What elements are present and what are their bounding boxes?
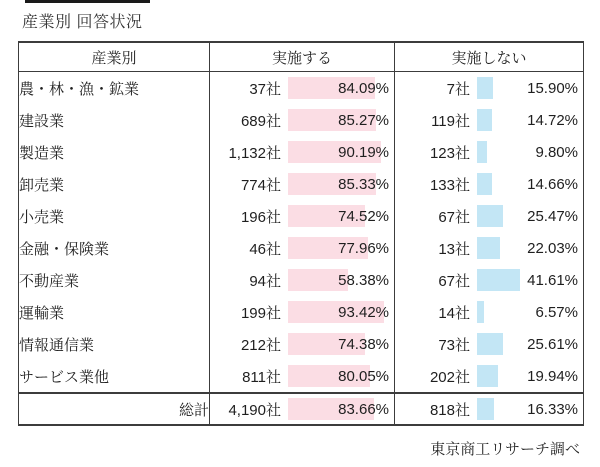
- total-implement-cell: [210, 393, 395, 425]
- implement-pct-wrap: [288, 264, 391, 296]
- not-implement-count: 73社: [438, 336, 470, 354]
- implement-pct: 93.42%: [338, 303, 389, 321]
- implement-count: 46社: [249, 240, 281, 258]
- total-implement-count: 4,190社: [228, 401, 281, 419]
- implement-count: 1,132社: [228, 144, 281, 162]
- implement-count: 196社: [240, 208, 281, 226]
- implement-count: 774社: [240, 176, 281, 194]
- not-implement-count: 67社: [438, 272, 470, 290]
- industry-name: 情報通信業: [19, 328, 210, 360]
- industry-name: 製造業: [19, 136, 210, 168]
- header-not-implement: 実施しない: [395, 42, 584, 72]
- implement-cell: [210, 72, 395, 105]
- not-implement-cell: [395, 328, 584, 360]
- table-header: [19, 42, 584, 72]
- not-implement-cell: [395, 264, 584, 296]
- implement-cell: [210, 104, 395, 136]
- not-implement-pct: 6.57%: [535, 303, 578, 321]
- industry-name: 小売業: [19, 200, 210, 232]
- not-implement-pct: 19.94%: [527, 367, 578, 385]
- not-implement-pct-wrap: [477, 232, 580, 264]
- not-implement-pct-wrap: [477, 104, 580, 136]
- header-row: [19, 42, 584, 72]
- not-implement-count: 123社: [429, 144, 470, 162]
- not-implement-pct-wrap: [477, 360, 580, 392]
- total-row: [19, 393, 584, 425]
- not-implement-pct-wrap: [477, 72, 580, 104]
- not-implement-pct: 14.72%: [527, 111, 578, 129]
- table-row: [19, 136, 584, 168]
- not-implement-pct: 14.66%: [527, 175, 578, 193]
- implement-count: 212社: [240, 336, 281, 354]
- industry-name: 運輸業: [19, 296, 210, 328]
- not-implement-cell: [395, 168, 584, 200]
- not-implement-count: 202社: [429, 368, 470, 386]
- table-body: [19, 72, 584, 394]
- total-label: 総計: [19, 393, 210, 425]
- not-implement-pct: 41.61%: [527, 271, 578, 289]
- total-implement-pct-wrap: [288, 394, 391, 424]
- not-implement-pct: 9.80%: [535, 143, 578, 161]
- implement-pct-wrap: [288, 296, 391, 328]
- implement-cell: [210, 360, 395, 393]
- not-implement-pct-wrap: [477, 296, 580, 328]
- not-implement-count: 13社: [438, 240, 470, 258]
- industry-name: 卸売業: [19, 168, 210, 200]
- implement-count: 689社: [240, 112, 281, 130]
- not-implement-cell: [395, 200, 584, 232]
- not-implement-count: 67社: [438, 208, 470, 226]
- not-implement-pct-wrap: [477, 200, 580, 232]
- not-implement-count: 119社: [431, 112, 470, 130]
- implement-pct-wrap: [288, 200, 391, 232]
- total-not-implement-pct: 16.33%: [527, 400, 578, 418]
- table-row: [19, 360, 584, 393]
- implement-cell: [210, 168, 395, 200]
- implement-cell: [210, 328, 395, 360]
- not-implement-pct: 15.90%: [527, 79, 578, 97]
- not-implement-count: 7社: [446, 80, 470, 98]
- page-title: 産業別 回答状況: [22, 14, 143, 31]
- implement-cell: [210, 296, 395, 328]
- not-implement-count: 133社: [429, 176, 470, 194]
- implement-pct: 80.05%: [338, 367, 389, 385]
- table-row: [19, 72, 584, 105]
- not-implement-cell: [395, 72, 584, 105]
- industry-name: 農・林・漁・鉱業: [19, 72, 210, 105]
- not-implement-cell: [395, 136, 584, 168]
- industry-name: 不動産業: [19, 264, 210, 296]
- implement-cell: [210, 232, 395, 264]
- not-implement-pct-wrap: [477, 168, 580, 200]
- implement-count: 37社: [249, 80, 281, 98]
- table-row: [19, 232, 584, 264]
- not-implement-cell: [395, 296, 584, 328]
- total-implement-pct: 83.66%: [338, 400, 389, 418]
- table-row: [19, 168, 584, 200]
- implement-count: 811社: [242, 368, 281, 386]
- industry-name: サービス業他: [19, 360, 210, 393]
- implement-pct: 90.19%: [338, 143, 389, 161]
- not-implement-cell: [395, 232, 584, 264]
- implement-pct: 77.96%: [338, 239, 389, 257]
- implement-pct: 74.52%: [338, 207, 389, 225]
- not-implement-pct: 25.61%: [527, 335, 578, 353]
- header-industry: 産業別: [19, 42, 210, 72]
- not-implement-cell: [395, 360, 584, 393]
- table-row: [19, 328, 584, 360]
- not-implement-pct: 25.47%: [527, 207, 578, 225]
- implement-pct-wrap: [288, 136, 391, 168]
- not-implement-count: 14社: [438, 304, 470, 322]
- implement-pct-wrap: [288, 360, 391, 392]
- cropped-top-strip: [25, 0, 150, 3]
- table-row: [19, 200, 584, 232]
- implement-count: 94社: [249, 272, 281, 290]
- implement-pct: 85.27%: [338, 111, 389, 129]
- not-implement-cell: [395, 104, 584, 136]
- industry-name: 建設業: [19, 104, 210, 136]
- total-not-implement-count: 818社: [429, 401, 470, 419]
- not-implement-pct: 22.03%: [527, 239, 578, 257]
- implement-pct-wrap: [288, 232, 391, 264]
- industry-response-table: [18, 41, 584, 426]
- table-row: [19, 104, 584, 136]
- implement-pct: 85.33%: [338, 175, 389, 193]
- header-implement: 実施する: [210, 42, 395, 72]
- table-footer: [19, 393, 584, 425]
- not-implement-pct-wrap: [477, 328, 580, 360]
- not-implement-pct-wrap: [477, 264, 580, 296]
- not-implement-pct-wrap: [477, 136, 580, 168]
- implement-cell: [210, 264, 395, 296]
- implement-count: 199社: [240, 304, 281, 322]
- implement-pct-wrap: [288, 104, 391, 136]
- implement-pct: 58.38%: [338, 271, 389, 289]
- table-row: [19, 264, 584, 296]
- total-not-implement-cell: [395, 393, 584, 425]
- implement-pct-wrap: [288, 72, 391, 104]
- implement-cell: [210, 200, 395, 232]
- implement-pct-wrap: [288, 328, 391, 360]
- implement-pct-wrap: [288, 168, 391, 200]
- total-not-implement-pct-wrap: [477, 394, 580, 424]
- implement-pct: 84.09%: [338, 79, 389, 97]
- implement-cell: [210, 136, 395, 168]
- table-row: [19, 296, 584, 328]
- implement-pct: 74.38%: [338, 335, 389, 353]
- source-note: 東京商工リサーチ調べ: [430, 441, 580, 458]
- industry-name: 金融・保険業: [19, 232, 210, 264]
